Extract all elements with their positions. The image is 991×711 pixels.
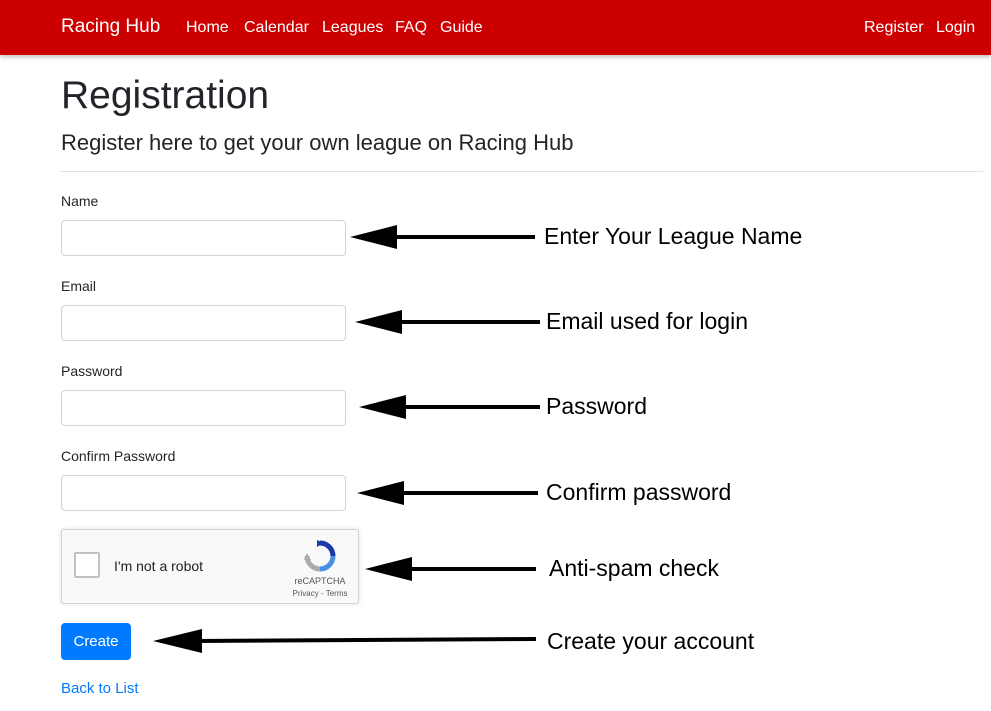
annotation-password: Password	[546, 393, 647, 419]
annotation-confirm-password: Confirm password	[546, 479, 732, 505]
recaptcha-logo-icon	[303, 539, 337, 573]
confirm-password-label: Confirm Password	[61, 448, 176, 464]
recaptcha-checkbox[interactable]	[74, 552, 100, 578]
annotation-create-account: Create your account	[547, 628, 755, 654]
page-title: Registration	[61, 74, 270, 117]
divider	[61, 171, 983, 172]
confirm-password-input[interactable]	[61, 475, 346, 511]
name-input[interactable]	[61, 220, 346, 256]
create-button[interactable]: Create	[61, 623, 131, 660]
annotation-anti-spam: Anti-spam check	[549, 555, 720, 581]
password-input[interactable]	[61, 390, 346, 426]
recaptcha-links[interactable]: Privacy - Terms	[292, 589, 348, 598]
email-input[interactable]	[61, 305, 346, 341]
arrow-icon	[352, 478, 542, 508]
password-label: Password	[61, 363, 123, 379]
recaptcha-widget	[61, 529, 359, 604]
annotation-email: Email used for login	[546, 308, 748, 334]
arrow-icon	[350, 307, 545, 337]
nav-link-leagues[interactable]: Leagues	[322, 19, 384, 36]
nav-link-calendar[interactable]: Calendar	[244, 19, 309, 36]
brand-link[interactable]: Racing Hub	[61, 16, 161, 37]
nav-link-guide[interactable]: Guide	[440, 19, 483, 36]
arrow-icon	[360, 554, 540, 584]
nav-link-login[interactable]: Login	[936, 19, 976, 36]
arrow-icon	[150, 626, 540, 656]
back-to-list-link[interactable]: Back to List	[61, 680, 139, 697]
nav-link-register[interactable]: Register	[864, 19, 924, 36]
recaptcha-label: I'm not a robot	[114, 558, 204, 574]
arrow-icon	[345, 222, 540, 252]
navbar	[0, 0, 991, 55]
name-label: Name	[61, 193, 99, 209]
nav-link-home[interactable]: Home	[186, 19, 229, 36]
annotation-league-name: Enter Your League Name	[544, 223, 803, 249]
arrow-icon	[354, 392, 544, 422]
email-label: Email	[61, 278, 97, 294]
page-subtitle: Register here to get your own league on Racing Hub	[61, 130, 574, 155]
recaptcha-brand: reCAPTCHA	[294, 576, 346, 586]
nav-link-faq[interactable]: FAQ	[395, 19, 428, 36]
